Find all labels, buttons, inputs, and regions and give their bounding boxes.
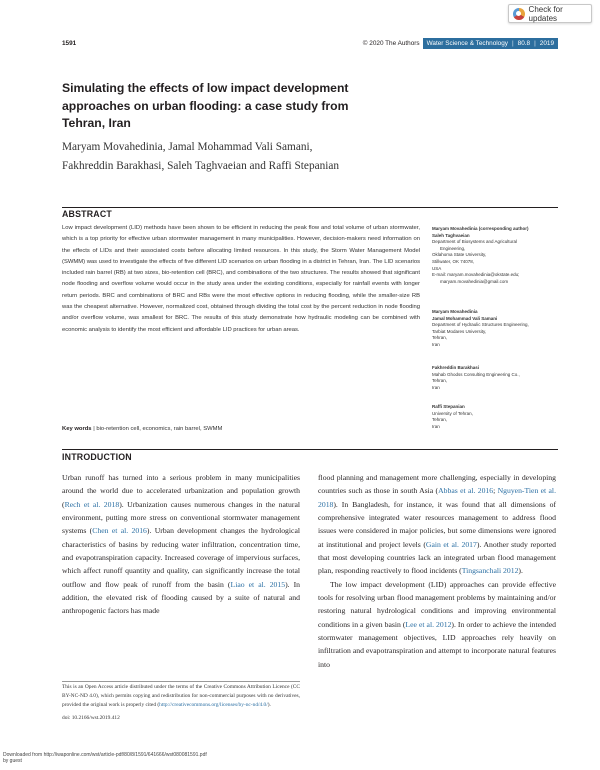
affiliation-line: Tehran, <box>432 335 448 341</box>
license-footnote: This is an Open Access article distributed under the terms of the Creative Commons Attribution Licence (CC BY-NC-ND 4.0), which permits copying and redistribution for non-commercial purposes with no derivatives, provided the original work is properly cited (http://creativecommons.org/licenses/by-nc-nd/4.0/). <box>62 684 300 709</box>
introduction-rule <box>62 449 558 450</box>
affiliation-email[interactable]: maryam.movahedinia@gmail.com <box>440 278 509 284</box>
download-line: by guest <box>3 758 22 764</box>
separator: | <box>511 40 514 47</box>
affiliation-name: Saleh Taghvaeian <box>432 232 470 238</box>
affiliation-line: Oklahoma State University, <box>432 252 487 258</box>
affiliation-block <box>432 365 572 391</box>
intro-paragraph: The low impact development (LID) approaches can provide effective tools for resolving urban flood management problems by maintaining and/or restoring natural hydrological conditions and improving environmental conditions in a given basin (Lee et al. 2012). In order to achieve the intended stormwater management objectives, LID approaches rely heavily on infiltration and evapotranspiration and attempt to incorporate natural features into <box>318 579 556 669</box>
keywords-value: bio-retention cell, economics, rain barrel, SWMM <box>96 426 223 432</box>
check-for-updates-button[interactable] <box>508 4 592 23</box>
affiliation-line: University of Tehran, <box>432 410 473 416</box>
author-line: Maryam Movahedinia, Jamal Mohammad Vali Samani, <box>62 141 313 153</box>
affiliation-block <box>432 226 572 285</box>
affiliation-name: Maryam Movahedinia <box>432 309 478 314</box>
author-line: Fakhreddin Barakhasi, Saleh Taghvaeian and Raffi Stepanian <box>62 160 340 172</box>
citation-link[interactable]: Rech et al. 2018 <box>64 499 120 509</box>
download-stamp <box>3 752 207 764</box>
keywords-separator: | <box>93 426 97 432</box>
download-line: Downloaded from http://iwaponline.com/wst/article-pdf/80/8/1591/641666/wst080081591.pdf <box>3 752 207 758</box>
crossmark-icon <box>513 8 525 20</box>
affiliation-line: USA <box>432 265 442 271</box>
keywords <box>62 425 422 434</box>
affiliation-line: Department of Hydraulic Structures Engineering, <box>432 322 529 328</box>
running-header <box>62 38 558 49</box>
introduction-heading: INTRODUCTION <box>62 452 132 462</box>
affiliation-line: Iran <box>432 423 440 429</box>
footnote-rule <box>62 681 300 682</box>
volume-issue: 80.8 <box>517 40 531 47</box>
check-for-updates-label: Check for updates <box>528 4 563 23</box>
citation-link[interactable]: Tingsanchali 2012 <box>461 566 519 576</box>
paper-title: Simulating the effects of low impact development approaches on urban flooding: a case study from Tehran, Iran <box>62 81 349 130</box>
affiliation-line: Tehran, <box>432 417 448 423</box>
affiliation-email[interactable]: E-mail: maryam.movahedinia@okstate.edu; <box>432 272 520 278</box>
journal-band <box>423 38 558 49</box>
affiliation-line: Tehran, <box>432 378 448 384</box>
affiliation-line: Mahab Ghodss Consulting Engineering Co., <box>432 371 520 377</box>
affiliation-name: Fakhreddin Barakhasi <box>432 365 480 370</box>
affiliation-line: Iran <box>432 384 440 390</box>
copyright: © 2020 The Authors <box>362 40 420 47</box>
doi: doi: 10.2166/wst.2019.412 <box>62 715 120 721</box>
citation-link[interactable]: Lee et al. 2012 <box>405 619 452 629</box>
affiliation-name: Maryam Movahedinia (corresponding author) <box>432 226 529 231</box>
author-list <box>62 138 442 176</box>
keywords-label: Key words <box>62 426 92 432</box>
abstract-heading: ABSTRACT <box>62 209 112 219</box>
intro-column-right <box>318 471 556 671</box>
citation-link[interactable]: Nguyen-Tien et al. 2018 <box>318 486 556 509</box>
affiliation-line: Department of Biosystems and Agricultural <box>432 239 518 245</box>
intro-paragraph: flood planning and management more challenging, especially in developing countries such as those in south Asia (Abbas et al. 2016; Nguyen-Tien et al. 2018). In Bangladesh, for instance, it was found that all dimensions of comprehensive integrated water resources management to address flood issues were considered in major policies, but some dimensions were ignored at institutional and project levels (Gain et al. 2017). Another study reported that most developing countries lack an integrated urban flood management plan, responding reactively to flood incidents (Tingsanchali 2012). <box>318 473 556 576</box>
affiliation-line: Stillwater, OK 74078, <box>432 258 475 264</box>
journal-name: Water Science & Technology <box>426 40 508 47</box>
citation-link[interactable]: Abbas et al. 2016 <box>438 486 494 496</box>
affiliation-block <box>432 404 572 430</box>
affiliation-line: Iran <box>432 341 440 347</box>
affiliation-name: Raffi Stepanian <box>432 404 465 409</box>
affiliation-line: Tarbiat Modares University, <box>432 328 487 334</box>
abstract-rule <box>62 207 558 208</box>
affiliation-block <box>432 309 572 349</box>
citation-link[interactable]: Liao et al. 2015 <box>230 579 286 589</box>
intro-column-left <box>62 471 300 618</box>
separator: | <box>534 40 536 47</box>
page-number: 1591 <box>62 40 77 47</box>
journal-year: 2019 <box>539 40 554 47</box>
abstract-text: Low impact development (LID) methods have been shown to be efficient in reducing the peak flow and total volume of urban stormwater, which is a top priority for effective urban stormwater management in many municipalities. However, decision-makers need information on the effects of LIDs and their associated costs before allocating limited resources. In this study, the Storm Water Management Model (SWMM) was used to investigate the effects of five different LID scenarios on urban flooding in a district in Tehran, Iran. The LID scenarios included rain barrel (RB) at two sizes, bio-retention cell (BRC), and combinations of the two structures. The results showed that significant node flooding and overflow volume would occur in the study area under the existing conditions, especially for rainfall events with longer return periods. BRC and combinations of BRC and RBs were the most effective options in reducing flooding, while the smaller-size RB was the cheapest alternative. However, normalized cost, obtained through dividing the total cost by the percent reduction in node flooding and/or overflow volume, was smallest for BRC. The results of this study demonstrate how hydraulic modeling can be combined with economic analysis to identify the most efficient and affordable LID practices for urban areas. <box>62 225 420 333</box>
affiliation-name: Jamal Mohammad Vali Samani <box>432 315 498 321</box>
affiliation-line: Engineering, <box>440 245 466 251</box>
license-link[interactable]: http://creativecommons.org/licenses/by-nc-nd/4.0/ <box>159 702 268 709</box>
citation-link[interactable]: Chen et al. 2016 <box>92 526 147 536</box>
citation-link[interactable]: Gain et al. 2017 <box>425 539 477 549</box>
intro-paragraph: Urban runoff has turned into a serious problem in many municipalities around the world due to accelerated urbanization and population growth (Rech et al. 2018). Urbanization causes numerous changes in the natural environment, putting more stress on conventional stormwater management systems (Chen et al. 2016). Urban development changes the hydrological characteristics of basins by reducing water infiltration, concentration time, and evapotranspiration capacity. Increased coverage of impervious surfaces, which affect runoff quantity and quality, can significantly increase the total outflow and flow peak of runoff from the basin (Liao et al. 2015). In addition, the elevated risk of flooding caused by a suite of natural and anthropogenic factors has made <box>62 473 300 616</box>
